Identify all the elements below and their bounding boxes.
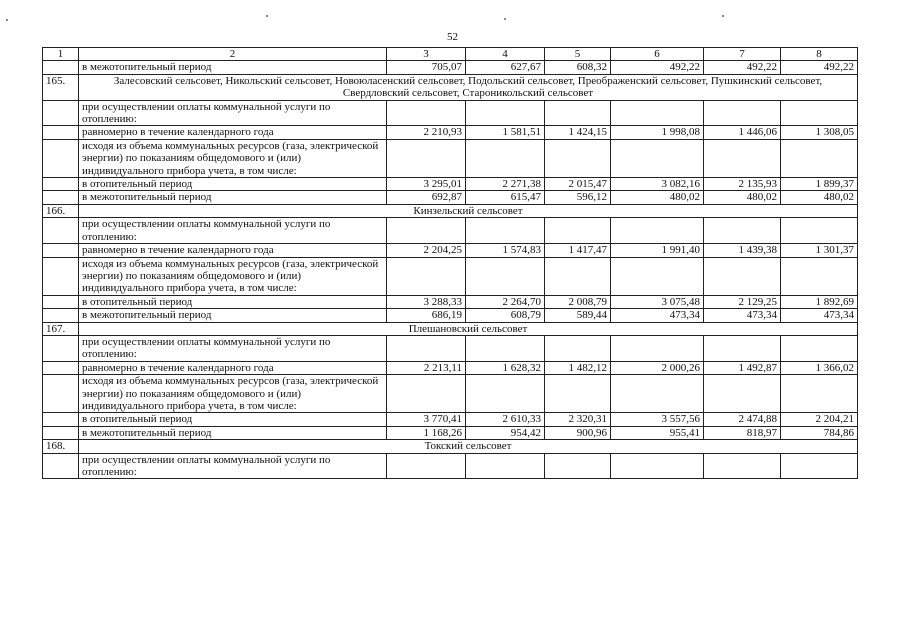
section-header-row [43, 204, 858, 217]
value-cell: 473,34 [611, 309, 704, 322]
value-cell [545, 100, 611, 126]
row-label: при осуществлении оплаты коммунальной услуги по отоплению: [79, 218, 387, 244]
row-number-cell [43, 100, 79, 126]
scan-speck [266, 15, 268, 17]
value-cell: 608,32 [545, 61, 611, 74]
row-label: исходя из объема коммунальных ресурсов (газа, электрической энергии) по показаниям общедомового и (или) индивидуального прибора учета, в том числе: [79, 257, 387, 295]
section-number: 167. [43, 322, 79, 335]
value-cell [704, 257, 781, 295]
value-cell [387, 257, 466, 295]
scan-speck [722, 15, 724, 17]
value-cell [781, 100, 858, 126]
value-cell: 3 295,01 [387, 178, 466, 191]
value-cell [611, 453, 704, 479]
table-row [43, 191, 858, 204]
value-cell: 1 168,26 [387, 426, 466, 439]
value-cell: 2 135,93 [704, 178, 781, 191]
value-cell [466, 100, 545, 126]
header-cell: 7 [704, 48, 781, 61]
row-number-cell [43, 139, 79, 177]
table-row [43, 178, 858, 191]
section-number: 165. [43, 74, 79, 100]
value-cell [611, 335, 704, 361]
tariff-table [42, 47, 858, 479]
page-number: 52 [447, 31, 458, 43]
row-number-cell [43, 335, 79, 361]
row-label: в отопительный период [79, 413, 387, 426]
value-cell: 473,34 [781, 309, 858, 322]
value-cell [704, 218, 781, 244]
value-cell: 1 899,37 [781, 178, 858, 191]
value-cell [545, 139, 611, 177]
value-cell: 627,67 [466, 61, 545, 74]
row-number-cell [43, 244, 79, 257]
value-cell [545, 218, 611, 244]
value-cell: 615,47 [466, 191, 545, 204]
header-cell: 2 [79, 48, 387, 61]
value-cell [387, 335, 466, 361]
value-cell [387, 375, 466, 413]
section-title: Токский сельсовет [79, 440, 858, 453]
value-cell [466, 218, 545, 244]
table-row [43, 361, 858, 374]
row-number-cell [43, 413, 79, 426]
value-cell: 492,22 [704, 61, 781, 74]
row-number-cell [43, 453, 79, 479]
value-cell: 1 581,51 [466, 126, 545, 139]
row-number-cell [43, 61, 79, 74]
value-cell: 1 417,47 [545, 244, 611, 257]
value-cell: 1 366,02 [781, 361, 858, 374]
value-cell: 1 892,69 [781, 295, 858, 308]
value-cell: 686,19 [387, 309, 466, 322]
header-cell: 6 [611, 48, 704, 61]
header-cell: 4 [466, 48, 545, 61]
value-cell: 2 008,79 [545, 295, 611, 308]
value-cell [704, 335, 781, 361]
value-cell: 1 301,37 [781, 244, 858, 257]
table-row [43, 126, 858, 139]
value-cell: 2 210,93 [387, 126, 466, 139]
value-cell: 492,22 [611, 61, 704, 74]
value-cell: 2 271,38 [466, 178, 545, 191]
table-row [43, 295, 858, 308]
value-cell: 492,22 [781, 61, 858, 74]
value-cell [704, 453, 781, 479]
section-number: 166. [43, 204, 79, 217]
table-row [43, 61, 858, 74]
row-label: в отопительный период [79, 295, 387, 308]
value-cell: 596,12 [545, 191, 611, 204]
row-number-cell [43, 295, 79, 308]
table-row [43, 257, 858, 295]
header-cell: 8 [781, 48, 858, 61]
row-label: равномерно в течение календарного года [79, 361, 387, 374]
value-cell: 2 000,26 [611, 361, 704, 374]
row-label: исходя из объема коммунальных ресурсов (газа, электрической энергии) по показаниям общедомового и (или) индивидуального прибора учета, в том числе: [79, 375, 387, 413]
value-cell [781, 453, 858, 479]
value-cell: 2 610,33 [466, 413, 545, 426]
value-cell [781, 139, 858, 177]
value-cell: 1 492,87 [704, 361, 781, 374]
value-cell [466, 453, 545, 479]
row-number-cell [43, 309, 79, 322]
value-cell [545, 453, 611, 479]
value-cell [466, 335, 545, 361]
row-number-cell [43, 426, 79, 439]
row-number-cell [43, 178, 79, 191]
value-cell [781, 218, 858, 244]
section-header-row [43, 74, 858, 100]
row-label: в межотопительный период [79, 309, 387, 322]
value-cell: 818,97 [704, 426, 781, 439]
value-cell: 2 204,25 [387, 244, 466, 257]
row-label: при осуществлении оплаты коммунальной услуги по отоплению: [79, 100, 387, 126]
section-title: Залесовский сельсовет, Никольский сельсовет, Новоюласенский сельсовет, Подольский сельсовет, Преображенский сельсовет, Пушкинский сельсовет, Свердловский сельсовет, Староникольский сельсовет [79, 74, 858, 100]
row-number-cell [43, 375, 79, 413]
value-cell: 1 991,40 [611, 244, 704, 257]
value-cell: 608,79 [466, 309, 545, 322]
row-number-cell [43, 191, 79, 204]
value-cell: 1 628,32 [466, 361, 545, 374]
value-cell: 1 446,06 [704, 126, 781, 139]
table-row [43, 413, 858, 426]
table-row [43, 453, 858, 479]
value-cell: 2 129,25 [704, 295, 781, 308]
table-row [43, 100, 858, 126]
value-cell: 784,86 [781, 426, 858, 439]
value-cell: 2 264,70 [466, 295, 545, 308]
scan-speck [6, 19, 8, 21]
value-cell [466, 139, 545, 177]
table-body [43, 48, 858, 479]
value-cell [611, 218, 704, 244]
value-cell [611, 375, 704, 413]
value-cell [387, 139, 466, 177]
value-cell: 1 998,08 [611, 126, 704, 139]
value-cell: 3 557,56 [611, 413, 704, 426]
value-cell: 1 439,38 [704, 244, 781, 257]
section-title: Кинзельский сельсовет [79, 204, 858, 217]
value-cell: 3 082,16 [611, 178, 704, 191]
value-cell: 954,42 [466, 426, 545, 439]
table-row [43, 426, 858, 439]
value-cell [611, 257, 704, 295]
row-label: в межотопительный период [79, 61, 387, 74]
section-title: Плешановский сельсовет [79, 322, 858, 335]
value-cell: 473,34 [704, 309, 781, 322]
value-cell: 692,87 [387, 191, 466, 204]
row-number-cell [43, 218, 79, 244]
value-cell [704, 100, 781, 126]
value-cell [545, 335, 611, 361]
value-cell: 3 075,48 [611, 295, 704, 308]
value-cell [466, 257, 545, 295]
value-cell [781, 375, 858, 413]
table-row [43, 309, 858, 322]
value-cell [704, 375, 781, 413]
value-cell: 480,02 [704, 191, 781, 204]
value-cell [545, 375, 611, 413]
row-label: исходя из объема коммунальных ресурсов (газа, электрической энергии) по показаниям общедомового и (или) индивидуального прибора учета, в том числе: [79, 139, 387, 177]
header-cell: 5 [545, 48, 611, 61]
value-cell [704, 139, 781, 177]
row-label: равномерно в течение календарного года [79, 244, 387, 257]
section-header-row [43, 440, 858, 453]
value-cell: 705,07 [387, 61, 466, 74]
value-cell: 589,44 [545, 309, 611, 322]
table-row [43, 335, 858, 361]
value-cell [387, 453, 466, 479]
table-row [43, 218, 858, 244]
value-cell [545, 257, 611, 295]
value-cell: 1 482,12 [545, 361, 611, 374]
value-cell: 2 204,21 [781, 413, 858, 426]
row-label: в межотопительный период [79, 191, 387, 204]
value-cell: 1 574,83 [466, 244, 545, 257]
value-cell [466, 375, 545, 413]
value-cell [387, 218, 466, 244]
value-cell: 2 213,11 [387, 361, 466, 374]
value-cell [611, 100, 704, 126]
table-row [43, 375, 858, 413]
value-cell: 1 424,15 [545, 126, 611, 139]
header-cell: 1 [43, 48, 79, 61]
value-cell: 1 308,05 [781, 126, 858, 139]
scan-speck [504, 18, 506, 20]
value-cell: 900,96 [545, 426, 611, 439]
value-cell [387, 100, 466, 126]
row-label: при осуществлении оплаты коммунальной услуги по отоплению: [79, 453, 387, 479]
value-cell: 2 474,88 [704, 413, 781, 426]
table-row [43, 244, 858, 257]
row-number-cell [43, 361, 79, 374]
table-row [43, 139, 858, 177]
value-cell: 3 770,41 [387, 413, 466, 426]
value-cell: 480,02 [611, 191, 704, 204]
section-header-row [43, 322, 858, 335]
value-cell [781, 257, 858, 295]
section-number: 168. [43, 440, 79, 453]
header-row [43, 48, 858, 61]
row-label: равномерно в течение календарного года [79, 126, 387, 139]
header-cell: 3 [387, 48, 466, 61]
row-label: в межотопительный период [79, 426, 387, 439]
value-cell: 3 288,33 [387, 295, 466, 308]
value-cell [611, 139, 704, 177]
value-cell: 2 320,31 [545, 413, 611, 426]
value-cell: 480,02 [781, 191, 858, 204]
row-number-cell [43, 126, 79, 139]
row-number-cell [43, 257, 79, 295]
value-cell [781, 335, 858, 361]
value-cell: 2 015,47 [545, 178, 611, 191]
row-label: в отопительный период [79, 178, 387, 191]
value-cell: 955,41 [611, 426, 704, 439]
row-label: при осуществлении оплаты коммунальной услуги по отоплению: [79, 335, 387, 361]
